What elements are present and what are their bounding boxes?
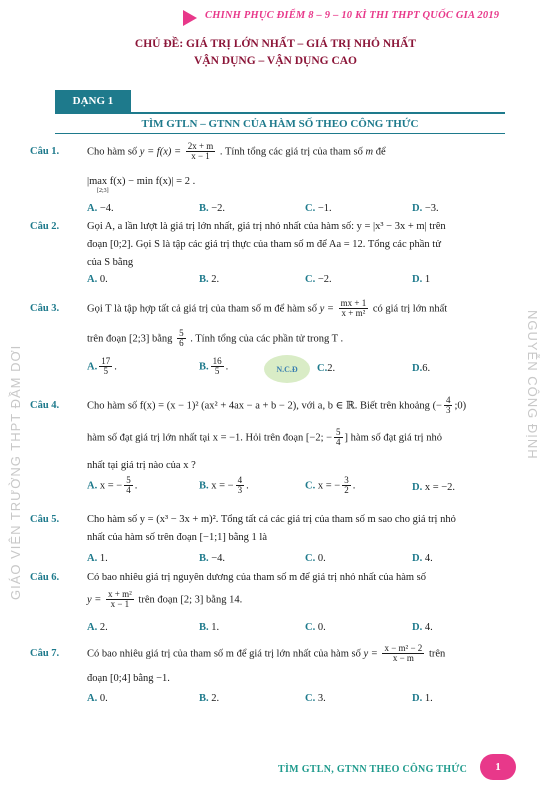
question-number: Câu 2. <box>30 221 60 232</box>
option-a[interactable]: A. −4. <box>87 203 114 214</box>
option-b[interactable]: B. 1. <box>199 622 220 633</box>
topic-title: CHỦ ĐỀ: GIÁ TRỊ LỚN NHẤT – GIÁ TRỊ NHỎ NHẤT <box>134 38 417 50</box>
question-7 <box>30 643 520 708</box>
option-b[interactable]: B. −2. <box>199 203 226 214</box>
option-b[interactable]: B. $\frac{16}{5}$ . <box>199 356 229 377</box>
option-d[interactable]: D.6. <box>412 363 431 374</box>
header-arrow-icon <box>183 10 197 26</box>
question-line: đoạn [0;4] bằng −1. <box>87 673 170 684</box>
option-b[interactable]: B. 2. <box>199 274 220 285</box>
option-c[interactable]: C. 0. <box>305 622 326 633</box>
option-d[interactable]: D. 1 <box>412 274 431 285</box>
option-c[interactable]: C. 0. <box>305 553 326 564</box>
answer-options <box>87 622 517 636</box>
watermark-badge: N.C.Đ <box>264 355 310 383</box>
answer-options <box>87 274 517 288</box>
question-number: Câu 7. <box>30 648 60 659</box>
option-a[interactable]: A. 1. <box>87 553 108 564</box>
question-line: Có bao nhiêu giá trị của tham số m để giá trị lớn nhất của hàm số y = $\frac{\text{x − m² − 2}}{x - m}$ trên <box>87 643 446 664</box>
answer-options <box>87 553 517 567</box>
option-c[interactable]: C. −2. <box>305 274 332 285</box>
question-line: Cho hàm số y = f(x) = $\frac{2x + m}{x - 1}$ . Tính tổng các giá trị của tham số m để <box>87 141 386 162</box>
answer-options <box>87 693 517 707</box>
question-number: Câu 3. <box>30 303 60 314</box>
interval-subscript: [2;3] <box>97 188 109 194</box>
section-divider-bottom <box>55 133 505 134</box>
option-a[interactable]: A. 0. <box>87 274 108 285</box>
option-b[interactable]: B. −4. <box>199 553 226 564</box>
header-title: CHINH PHỤC ĐIỂM 8 – 9 – 10 KÌ THI THPT QUỐC GIA 2019 <box>205 10 500 21</box>
answer-options <box>87 203 517 217</box>
option-c[interactable]: C.2. <box>317 363 336 374</box>
footer-title: TÌM GTLN, GTNN THEO CÔNG THỨC <box>278 764 468 775</box>
section-divider <box>55 112 505 114</box>
option-d[interactable]: D. x = −2. <box>412 482 456 493</box>
question-line: đoạn [0;2]. Gọi S là tập các giá trị thực của tham số m để Aa = 12. Tổng các phần tử <box>87 239 441 250</box>
option-c[interactable]: C. −1. <box>305 203 332 214</box>
side-watermark-right: NGUYỄN CÔNG ĐỊNH <box>525 310 540 460</box>
question-line: hàm số đạt giá trị lớn nhất tại x = −1. Hỏi trên đoạn [−2; − $\frac{5}{4}$ ] hàm số đạt giá trị nhỏ <box>87 427 442 448</box>
question-line: của S bằng <box>87 257 134 268</box>
option-d[interactable]: D. 4. <box>412 553 433 564</box>
section-title: TÌM GTLN – GTNN CỦA HÀM SỐ THEO CÔNG THỨC <box>141 118 419 130</box>
question-line: Cho hàm số f(x) = (x − 1)² (ax² + 4ax − a + b − 2), với a, b ∈ ℝ. Biết trên khoảng (− $\frac{4}{3}$ ;0) <box>87 395 467 416</box>
question-line: trên đoạn [2;3] bằng $\frac{5}{6}$ . Tính tổng của các phần tử trong T . <box>87 328 344 349</box>
question-number: Câu 6. <box>30 572 60 583</box>
section-badge: DẠNG 1 <box>55 90 131 112</box>
option-a[interactable]: A. 2. <box>87 622 108 633</box>
answer-options <box>87 475 517 496</box>
question-number: Câu 4. <box>30 400 60 411</box>
option-a[interactable]: A. $\frac{17}{5}$ . <box>87 356 117 377</box>
question-line: nhất tại giá trị nào của x ? <box>87 460 196 471</box>
question-line: Gọi A, a lần lượt là giá trị lớn nhất, giá trị nhỏ nhất của hàm số: y = |x³ − 3x + m| trên <box>87 221 446 232</box>
question-number: Câu 5. <box>30 514 60 525</box>
question-line: nhất của hàm số trên đoạn [−1;1] bằng 1 là <box>87 532 267 543</box>
question-number: Câu 1. <box>30 146 60 157</box>
page-number: 1 <box>480 754 516 780</box>
option-c[interactable]: C. 3. <box>305 693 326 704</box>
side-watermark-left: GIÁO VIÊN TRƯỜNG THPT ĐẦM DƠI <box>8 344 23 600</box>
option-d[interactable]: D. −3. <box>412 203 439 214</box>
question-4 <box>30 395 520 500</box>
question-line: |max f(x) − min f(x)| = 2 . <box>87 176 196 187</box>
question-5 <box>30 514 520 566</box>
question-1 <box>30 141 520 216</box>
option-a[interactable]: A. x = − $\frac{5}{4}$ . <box>87 475 138 496</box>
option-d[interactable]: D. 4. <box>412 622 433 633</box>
option-d[interactable]: D. 1. <box>412 693 433 704</box>
option-b[interactable]: B. 2. <box>199 693 220 704</box>
question-6 <box>30 572 520 636</box>
topic-level: VẬN DỤNG – VẬN DỤNG CAO <box>193 55 358 67</box>
option-a[interactable]: A. 0. <box>87 693 108 704</box>
option-c[interactable]: C. x = − $\frac{3}{2}$ . <box>305 475 356 496</box>
question-line: y = $\frac{\text{x + m²}}{x - 1}$ trên đoạn [2; 3] bằng 14. <box>87 589 243 610</box>
option-b[interactable]: B. x = − $\frac{4}{3}$ . <box>199 475 249 496</box>
question-line: Có bao nhiêu giá trị nguyên dương của tham số m để giá trị nhỏ nhất của hàm số <box>87 572 427 583</box>
question-line: Cho hàm số y = (x³ − 3x + m)². Tổng tất cả các giá trị của tham số m sao cho giá trị nhỏ <box>87 514 456 525</box>
question-line: Gọi T là tập hợp tất cả giá trị của tham số m để hàm số y = $\frac{mx + 1}{\text{x + m²}}$ có giá trị lớn nhất <box>87 298 448 319</box>
question-2 <box>30 221 520 289</box>
